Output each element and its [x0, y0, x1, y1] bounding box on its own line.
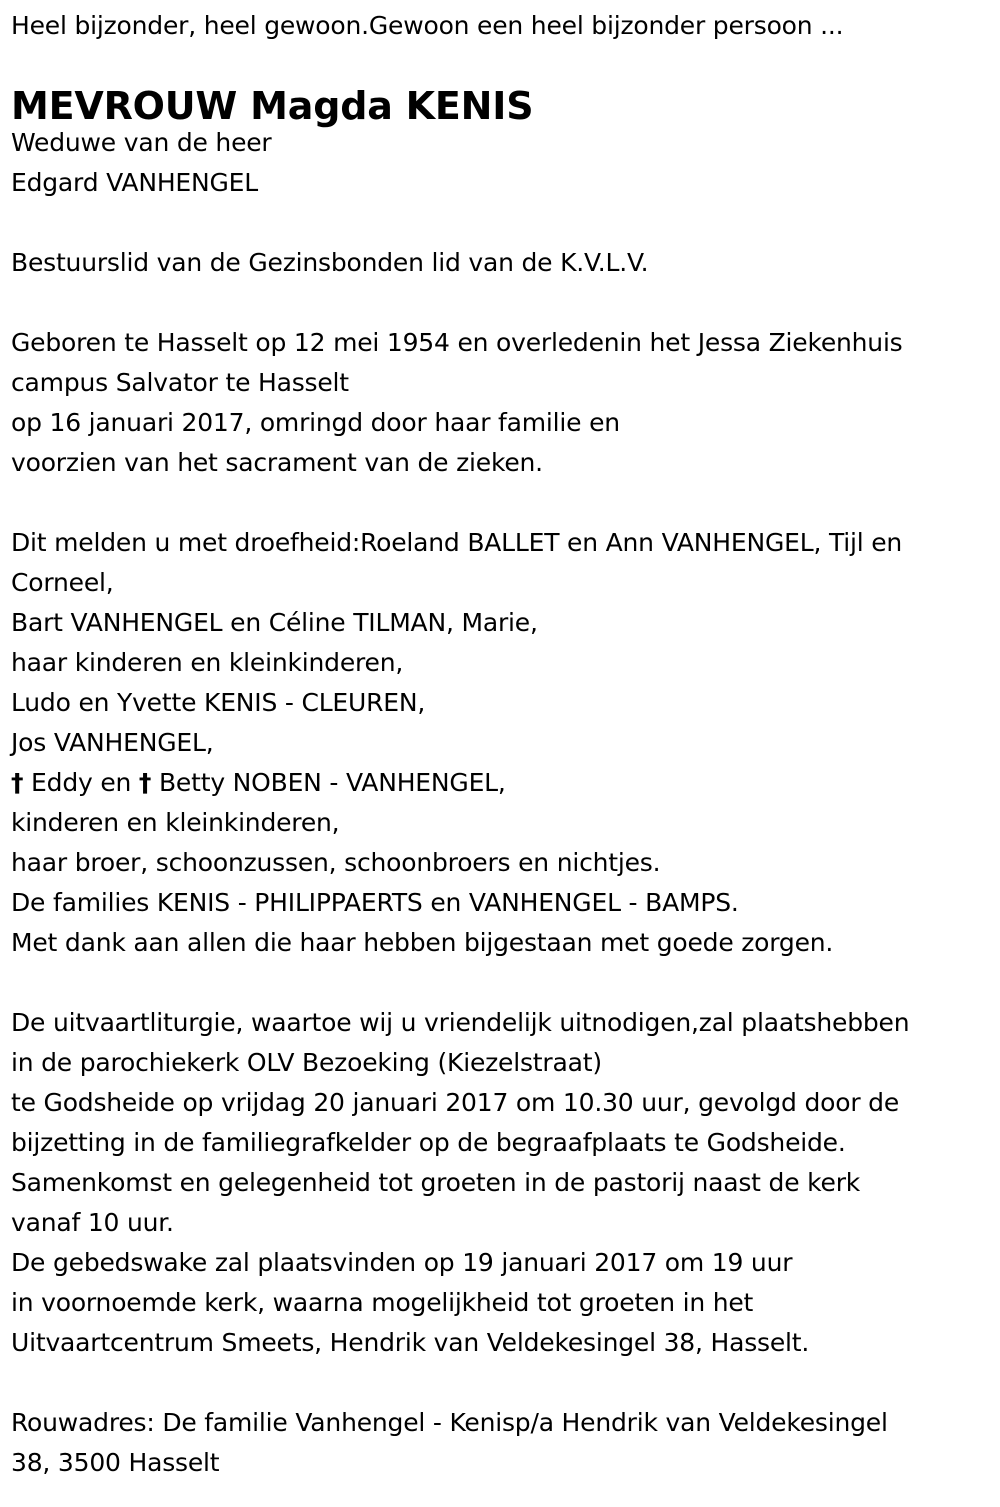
funeral-line-1: De uitvaartliturgie, waartoe wij u vriendelijk uitnodigen,zal plaatshebben — [11, 1008, 910, 1037]
funeral-line-5: Samenkomst en gelegenheid tot groeten in de pastorij naast de kerk — [11, 1168, 861, 1197]
spacer — [11, 483, 991, 523]
spacer — [11, 203, 991, 243]
birth-line-1: Geboren te Hasselt op 12 mei 1954 en overledenin het Jessa Ziekenhuis — [11, 328, 903, 357]
funeral-line-4: bijzetting in de familiegrafkelder op de begraafplaats te Godsheide. — [11, 1128, 846, 1157]
spacer — [11, 283, 991, 323]
deceased-relative-2: Betty NOBEN - VANHENGEL, — [151, 768, 506, 797]
deceased-relative-1: Eddy en — [23, 768, 139, 797]
funeral-line-3: te Godsheide op vrijdag 20 januari 2017 om 10.30 uur, gevolgd door de — [11, 1088, 899, 1117]
deceased-relatives-line — [11, 763, 991, 803]
funeral-line-7: De gebedswake zal plaatsvinden op 19 januari 2017 om 19 uur — [11, 1248, 793, 1277]
birth-line-4: voorzien van het sacrament van de zieken. — [11, 448, 543, 477]
intro-line: Heel bijzonder, heel gewoon.Gewoon een heel bijzonder persoon ... — [11, 11, 844, 40]
birth-line-3: op 16 januari 2017, omringd door haar familie en — [11, 408, 620, 437]
funeral-line-2: in de parochiekerk OLV Bezoeking (Kiezelstraat) — [11, 1048, 602, 1077]
family-line-5: Ludo en Yvette KENIS - CLEUREN, — [11, 688, 426, 717]
spacer — [11, 1363, 991, 1403]
family-line-4: haar kinderen en kleinkinderen, — [11, 648, 404, 677]
funeral-line-8: in voornoemde kerk, waarna mogelijkheid tot groeten in het — [11, 1288, 754, 1317]
family-line-6: Jos VANHENGEL, — [11, 728, 214, 757]
family-line-11: Met dank aan allen die haar hebben bijgestaan met goede zorgen. — [11, 928, 834, 957]
family-line-1: Dit melden u met droefheid:Roeland BALLET en Ann VANHENGEL, Tijl en — [11, 528, 903, 557]
cross-icon: † — [138, 768, 152, 797]
family-line-10: De families KENIS - PHILIPPAERTS en VANHENGEL - BAMPS. — [11, 888, 739, 917]
obituary-notice — [11, 0, 991, 1483]
spacer — [11, 963, 991, 1003]
widow-line-1: Weduwe van de heer — [11, 128, 272, 157]
widow-line-2: Edgard VANHENGEL — [11, 168, 259, 197]
family-line-8: kinderen en kleinkinderen, — [11, 808, 340, 837]
family-line-3: Bart VANHENGEL en Céline TILMAN, Marie, — [11, 608, 538, 637]
funeral-line-6: vanaf 10 uur. — [11, 1208, 174, 1237]
address-line-1: Rouwadres: De familie Vanhengel - Kenisp/a Hendrik van Veldekesingel — [11, 1408, 888, 1437]
deceased-name: MEVROUW Magda KENIS — [11, 84, 534, 128]
board-membership: Bestuurslid van de Gezinsbonden lid van de K.V.L.V. — [11, 248, 649, 277]
family-line-9: haar broer, schoonzussen, schoonbroers en nichtjes. — [11, 848, 661, 877]
family-line-2: Corneel, — [11, 568, 114, 597]
cross-icon: † — [11, 768, 24, 797]
address-line-2: 38, 3500 Hasselt — [11, 1448, 220, 1477]
funeral-line-9: Uitvaartcentrum Smeets, Hendrik van Veldekesingel 38, Hasselt. — [11, 1328, 810, 1357]
birth-line-2: campus Salvator te Hasselt — [11, 368, 349, 397]
